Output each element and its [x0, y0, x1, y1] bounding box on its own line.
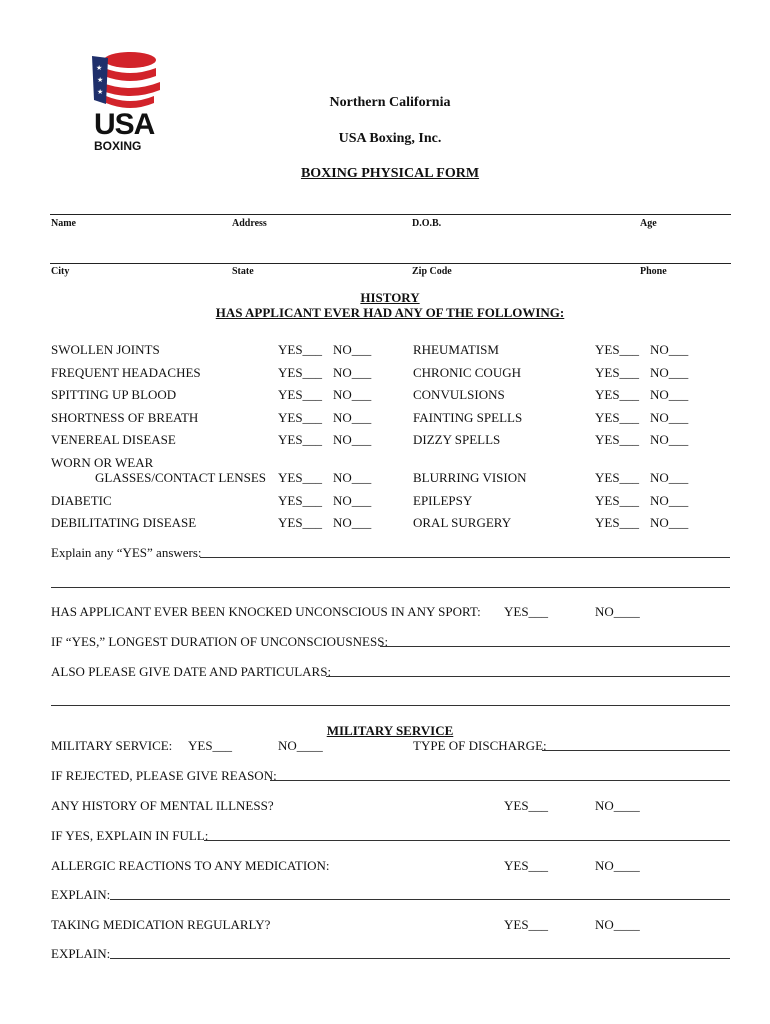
no-blank[interactable]: NO___ [333, 470, 372, 485]
history-item-diabetic: DIABETIC [51, 493, 112, 508]
no-blank[interactable]: NO___ [650, 410, 689, 425]
phone-label: Phone [640, 266, 667, 277]
yes-blank[interactable]: YES___ [595, 515, 640, 530]
particulars-line-2[interactable] [51, 705, 730, 706]
no-blank[interactable]: NO___ [650, 493, 689, 508]
city-label: City [51, 266, 70, 277]
yes-blank[interactable]: YES___ [595, 432, 640, 447]
history-item-blurring-vision: BLURRING VISION [413, 470, 527, 485]
history-item-epilepsy: EPILEPSY [413, 493, 473, 508]
yes-blank[interactable]: YES___ [278, 365, 323, 380]
history-item-venereal-disease: VENEREAL DISEASE [51, 432, 176, 447]
history-title: HISTORY [360, 290, 420, 305]
unconscious-question: HAS APPLICANT EVER BEEN KNOCKED UNCONSCIOUS IN ANY SPORT: [51, 604, 481, 619]
dob-label: D.O.B. [412, 218, 442, 229]
mental-explain-line[interactable] [204, 840, 730, 841]
svg-text:★: ★ [97, 88, 104, 96]
no-blank[interactable]: NO___ [333, 410, 372, 425]
form-title: BOXING PHYSICAL FORM [300, 166, 480, 181]
medication-explain-line[interactable] [110, 958, 730, 959]
unconscious-duration-label: IF “YES,” LONGEST DURATION OF UNCONSCIOUSNESS: [51, 634, 389, 649]
history-item-debilitating-disease: DEBILITATING DISEASE [51, 515, 197, 530]
allergic-yes[interactable]: YES___ [504, 858, 549, 873]
explain-yes-line-2[interactable] [51, 587, 730, 588]
age-label: Age [640, 218, 657, 229]
logo-boxing-text: BOXING [94, 139, 142, 153]
svg-text:★: ★ [97, 76, 104, 84]
usa-boxing-logo [84, 48, 168, 154]
explain-yes-line[interactable] [200, 557, 730, 558]
particulars-line[interactable] [326, 676, 730, 677]
history-item-rheumatism: RHEUMATISM [413, 342, 499, 357]
medication-explain-label: EXPLAIN: [51, 946, 111, 961]
discharge-label: TYPE OF DISCHARGE: [413, 738, 547, 753]
state-label: State [232, 266, 254, 277]
logo-usa-text: USA [94, 108, 155, 141]
no-blank[interactable]: NO___ [333, 432, 372, 447]
zip-label: Zip Code [412, 266, 452, 277]
history-item-fainting-spells: FAINTING SPELLS [413, 410, 523, 425]
no-blank[interactable]: NO___ [333, 493, 372, 508]
history-item-chronic-cough: CHRONIC COUGH [413, 365, 521, 380]
no-blank[interactable]: NO___ [650, 432, 689, 447]
yes-blank[interactable]: YES___ [278, 342, 323, 357]
no-blank[interactable]: NO___ [650, 342, 689, 357]
no-blank[interactable]: NO___ [333, 342, 372, 357]
info-line-1[interactable] [50, 214, 731, 215]
history-item-oral-surgery: ORAL SURGERY [413, 515, 512, 530]
yes-blank[interactable]: YES___ [278, 470, 323, 485]
rejected-label: IF REJECTED, PLEASE GIVE REASON: [51, 768, 277, 783]
no-blank[interactable]: NO___ [333, 365, 372, 380]
info-line-2[interactable] [50, 263, 731, 264]
no-blank[interactable]: NO___ [333, 515, 372, 530]
address-label: Address [232, 218, 267, 229]
unconscious-no[interactable]: NO____ [595, 604, 640, 619]
no-blank[interactable]: NO___ [333, 387, 372, 402]
org-name: Northern California [329, 95, 451, 110]
particulars-label: ALSO PLEASE GIVE DATE AND PARTICULARS: [51, 664, 332, 679]
history-item-spitting-blood: SPITTING UP BLOOD [51, 387, 177, 402]
yes-blank[interactable]: YES___ [278, 432, 323, 447]
unconscious-duration-line[interactable] [380, 646, 730, 647]
history-item-dizzy-spells: DIZZY SPELLS [413, 432, 501, 447]
allergic-explain-label: EXPLAIN: [51, 887, 111, 902]
history-item-swollen-joints: SWOLLEN JOINTS [51, 342, 160, 357]
military-yes[interactable]: YES___ [188, 738, 233, 753]
yes-blank[interactable]: YES___ [278, 387, 323, 402]
yes-blank[interactable]: YES___ [278, 515, 323, 530]
yes-blank[interactable]: YES___ [595, 470, 640, 485]
unconscious-yes[interactable]: YES___ [504, 604, 549, 619]
discharge-line[interactable] [542, 750, 730, 751]
yes-blank[interactable]: YES___ [595, 410, 640, 425]
no-blank[interactable]: NO___ [650, 470, 689, 485]
mental-explain-label: IF YES, EXPLAIN IN FULL: [51, 828, 209, 843]
explain-yes-label: Explain any “YES” answers: [51, 545, 202, 560]
mental-yes[interactable]: YES___ [504, 798, 549, 813]
history-subtitle: HAS APPLICANT EVER HAD ANY OF THE FOLLOWING: [215, 305, 565, 320]
history-item-glasses-lenses: GLASSES/CONTACT LENSES [95, 470, 266, 485]
name-label: Name [51, 218, 76, 229]
medication-no[interactable]: NO____ [595, 917, 640, 932]
yes-blank[interactable]: YES___ [595, 387, 640, 402]
no-blank[interactable]: NO___ [650, 365, 689, 380]
military-title: MILITARY SERVICE [326, 723, 454, 738]
history-item-convulsions: CONVULSIONS [413, 387, 505, 402]
no-blank[interactable]: NO___ [650, 515, 689, 530]
medication-question: TAKING MEDICATION REGULARLY? [51, 917, 271, 932]
medication-yes[interactable]: YES___ [504, 917, 549, 932]
yes-blank[interactable]: YES___ [595, 342, 640, 357]
svg-text:★: ★ [96, 64, 103, 72]
rejected-line[interactable] [270, 780, 730, 781]
history-item-worn-or-wear: WORN OR WEAR [51, 455, 154, 470]
mental-question: ANY HISTORY OF MENTAL ILLNESS? [51, 798, 274, 813]
history-item-shortness-breath: SHORTNESS OF BREATH [51, 410, 199, 425]
military-no[interactable]: NO____ [278, 738, 323, 753]
yes-blank[interactable]: YES___ [278, 410, 323, 425]
no-blank[interactable]: NO___ [650, 387, 689, 402]
allergic-no[interactable]: NO____ [595, 858, 640, 873]
allergic-question: ALLERGIC REACTIONS TO ANY MEDICATION: [51, 858, 330, 873]
company-name: USA Boxing, Inc. [338, 131, 442, 146]
yes-blank[interactable]: YES___ [278, 493, 323, 508]
history-item-frequent-headaches: FREQUENT HEADACHES [51, 365, 201, 380]
yes-blank[interactable]: YES___ [595, 493, 640, 508]
military-service-label: MILITARY SERVICE: [51, 738, 173, 753]
yes-blank[interactable]: YES___ [595, 365, 640, 380]
allergic-explain-line[interactable] [110, 899, 730, 900]
mental-no[interactable]: NO____ [595, 798, 640, 813]
